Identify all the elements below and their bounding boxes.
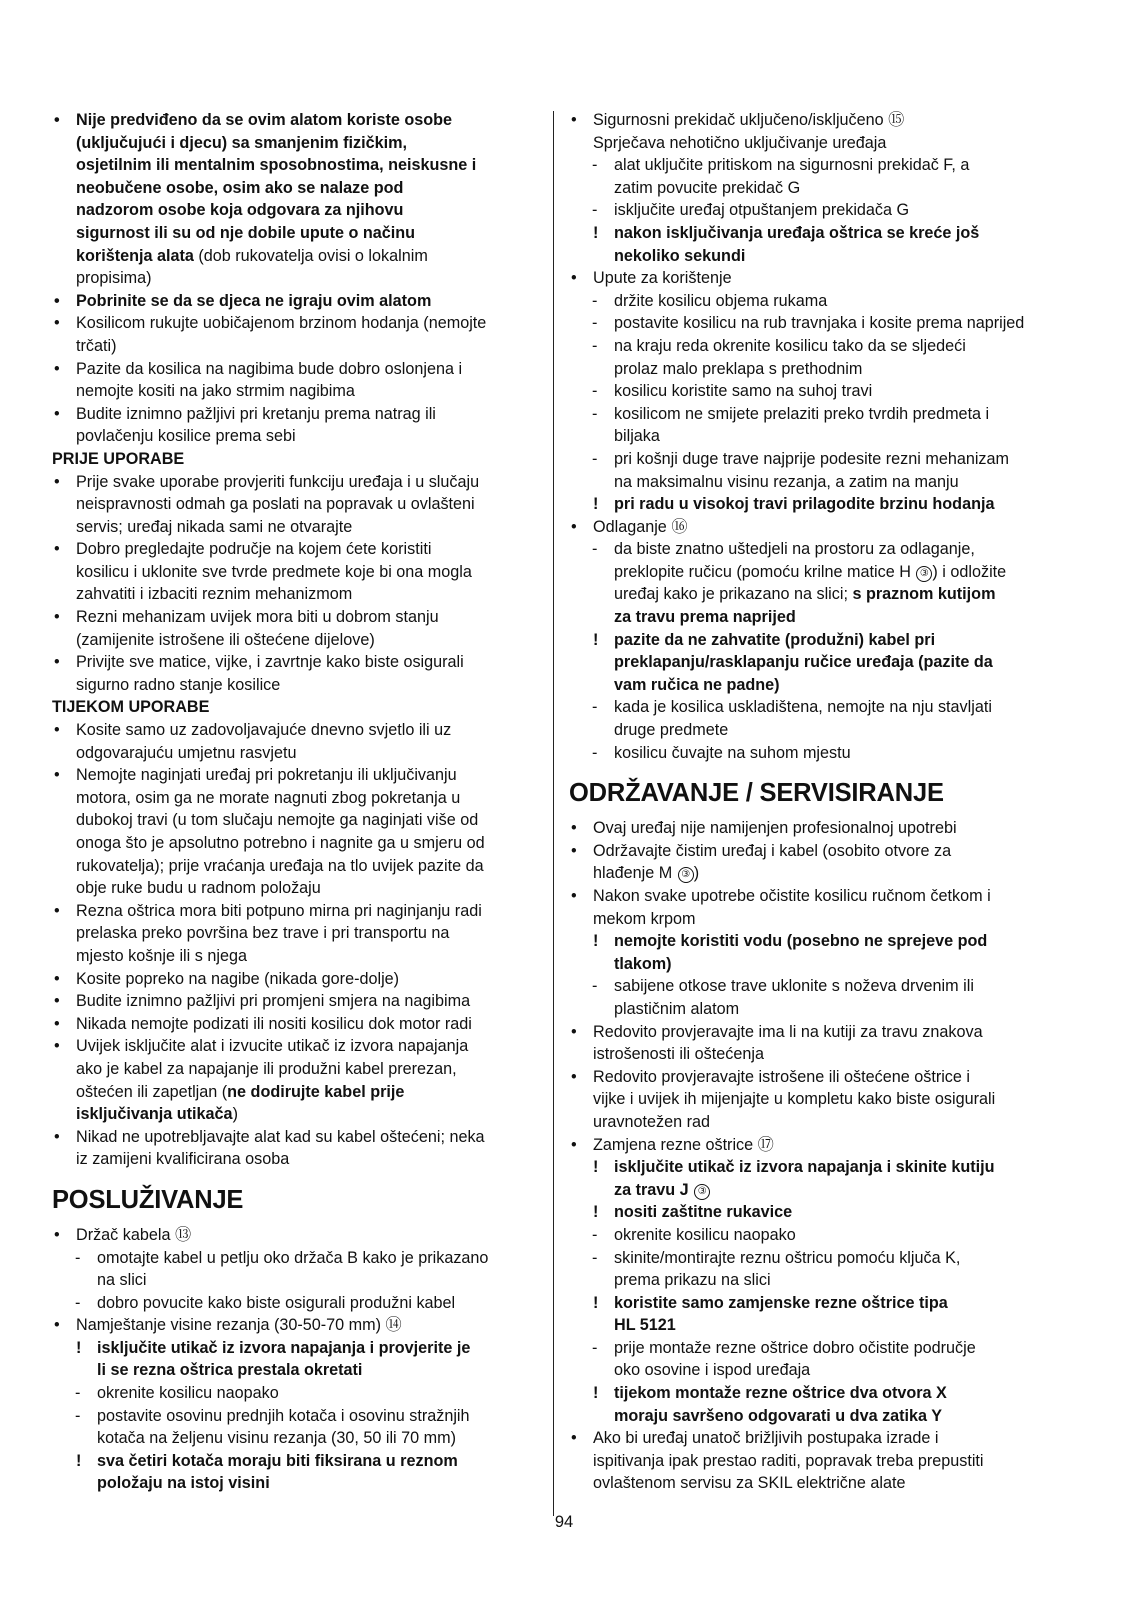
warning-line: HL 5121 (614, 1316, 676, 1335)
dash-item-line: - postavite kosilicu na rub travnjaka i kosite prema naprijed (569, 312, 1061, 335)
safety-bullet-line: • Nikada nemojte podizati ili nositi kosilicu dok motor radi (52, 1013, 540, 1036)
dash-item-line: - postavite osovinu prednjih kotača i osovinu stražnjih (52, 1405, 540, 1428)
bold-text: ne dodirujte kabel prije (227, 1082, 405, 1101)
warning-line (569, 1179, 1061, 1202)
dash-item-line: - kosilicom ne smijete prelaziti preko tvrdih predmeta i (569, 403, 1061, 426)
dash-item-line: - prije montaže rezne oštrice dobro očistite područje (569, 1337, 1061, 1360)
dash-item-line: kotača na željenu visinu rezanja (30, 50 ili 70 mm) (97, 1429, 457, 1448)
safety-bullet-line: osjetilnim ili mentalnim sposobnostima, neiskusne i (76, 156, 477, 175)
safety-bullet-line: • Budite iznimno pažljivi pri kretanju prema natrag ili (52, 403, 540, 426)
dash-item-line (569, 583, 1061, 606)
warning-line: vam ručica ne padne) (614, 675, 780, 694)
plain-text: uređaj kako je prikazano na slici; (614, 585, 853, 604)
figure-reference: ⑰ (757, 1135, 774, 1154)
operation-bullet-line (52, 1224, 540, 1247)
dash-item-line (569, 561, 1061, 584)
warning-line: ! pazite da ne zahvatite (produžni) kabel pri (569, 629, 1061, 652)
operation-bullet-line: • Upute za korištenje (569, 267, 1061, 290)
dash-item-line: druge predmete (614, 721, 729, 740)
safety-bullet-line: povlačenju kosilice prema sebi (76, 427, 296, 446)
safety-bullet-line: • Nemojte naginjati uređaj pri pokretanju ili uključivanju (52, 764, 540, 787)
safety-bullet-line (52, 1103, 540, 1126)
safety-bullet-line: iz zamijeni kvalificirana osoba (76, 1150, 290, 1169)
spacer (52, 1215, 540, 1224)
safety-bullet-line: • Rezna oštrica mora biti potpuno mirna pri naginjanju radi (52, 900, 540, 923)
safety-bullet-line: dubokoj travi (u tom slučaju nemojte ga naginjati više od (76, 811, 479, 830)
warning-line: ! nemojte koristiti vodu (posebno ne sprejeve pod (569, 930, 1061, 953)
warning-line: ! nositi zaštitne rukavice (569, 1201, 1061, 1224)
maintenance-bullet-line (569, 1134, 1061, 1157)
safety-bullet-line: • Pazite da kosilica na nagibima bude dobro oslonjena i (52, 358, 540, 381)
safety-bullet-line: sigurnost ili su od nje dobile upute o načinu (76, 223, 416, 242)
safety-bullet-line: • Budite iznimno pažljivi pri promjeni smjera na nagibima (52, 990, 540, 1013)
plain-text: ) (693, 864, 700, 883)
safety-bullet-line: (uključujući i djecu) sa smanjenim fizičkim, (76, 133, 408, 152)
dash-item-line: - isključite uređaj otpuštanjem prekidača G (569, 199, 1061, 222)
operation-bullet-line (52, 1314, 540, 1337)
maintenance-bullet-line: ovlaštenom servisu za SKIL električne alate (593, 1474, 906, 1493)
dash-item-line: - okrenite kosilicu naopako (569, 1224, 1061, 1247)
safety-bullet-line: • Privijte sve matice, vijke, i zavrtnje kako biste osigurali (52, 651, 540, 674)
warning-line: ! sva četiri kotača moraju biti fiksirana u reznom (52, 1450, 540, 1473)
dash-item-line: prolaz malo preklapa s prethodnim (614, 359, 863, 378)
safety-bullet-line: • Nikad ne upotrebljavajte alat kad su kabel oštećeni; neka (52, 1126, 540, 1149)
dash-item-line: oko osovine i ispod uređaja (614, 1361, 811, 1380)
warning-line: tlakom) (614, 954, 672, 973)
safety-bullet-line: ako je kabel za napajanje ili produžni kabel prerezan, (76, 1059, 457, 1078)
figure-reference: ⑬ (174, 1225, 192, 1244)
operation-bullet-line: Sprječava nehotično uključivanje uređaja (593, 133, 887, 152)
warning-line: ! koristite samo zamjenske rezne oštrice tipa (569, 1292, 1061, 1315)
safety-bullet-line: • Nije predviđeno da se ovim alatom koriste osobe (52, 109, 540, 132)
dash-item-line: - omotajte kabel u petlju oko držača B kako je prikazano (52, 1247, 540, 1270)
plain-text: ) i odložite (932, 562, 1007, 581)
maintenance-bullet-line: vijke i uvijek ih mijenjajte u kompletu kako biste osigurali (593, 1090, 996, 1109)
safety-bullet-line: obje ruke budu u radnom položaju (76, 879, 321, 898)
maintenance-bullet-line: • Redovito provjeravajte istrošene ili oštećene oštrice i (569, 1066, 1061, 1089)
figure-reference: ③ (694, 1184, 710, 1200)
bold-text: za travu J (614, 1180, 689, 1199)
safety-bullet-line: • Uvijek isključite alat i izvucite utikač iz izvora napajanja (52, 1035, 540, 1058)
warning-line: položaju na istoj visini (97, 1474, 270, 1493)
plain-text: Držač kabela (76, 1225, 171, 1244)
dash-item-line: plastičnim alatom (614, 999, 740, 1018)
safety-bullet-line (52, 1081, 540, 1104)
safety-bullet-line: • Dobro pregledajte područje na kojem ćete koristiti (52, 538, 540, 561)
warning-line: ! isključite utikač iz izvora napajanja i provjerite je (52, 1337, 540, 1360)
warning-line: ! isključite utikač iz izvora napajanja i skinite kutiju (569, 1156, 1061, 1179)
maintenance-bullet-line: • Nakon svake upotrebe očistite kosilicu ručnom četkom i (569, 885, 1061, 908)
plain-text: Odlaganje (593, 517, 667, 536)
plain-text: ) (232, 1105, 238, 1124)
safety-bullet-line: • Pobrinite se da se djeca ne igraju ovim alatom (52, 290, 540, 313)
dash-item-line: - alat uključite pritiskom na sigurnosni prekidač F, a (569, 154, 1061, 177)
plain-text: Namještanje visine rezanja (30-50-70 mm) (76, 1316, 381, 1335)
section-heading-maintenance: ODRŽAVANJE / SERVISIRANJE (569, 779, 944, 808)
safety-bullet-line: mjesto košnje ili s njega (76, 946, 247, 965)
operation-bullet-line (569, 516, 1061, 539)
figure-reference: ⑯ (671, 517, 688, 536)
maintenance-bullet-line (569, 862, 1061, 885)
dash-item-line: - pri košnji duge trave najprije podesite rezni mehanizam (569, 448, 1061, 471)
section-heading-operation: POSLUŽIVANJE (52, 1185, 244, 1214)
subheading-during-use: TIJEKOM UPORABE (52, 698, 210, 717)
safety-bullet-line: (zamijenite istrošene ili oštećene dijelove) (76, 630, 375, 649)
figure-reference: ③ (678, 867, 694, 883)
column-divider (553, 111, 554, 1516)
dash-item-line: na slici (97, 1271, 147, 1290)
safety-bullet-line: trčati) (76, 336, 117, 355)
spacer (569, 808, 1061, 817)
plain-text: (dob rukovatelja ovisi o lokalnim (193, 246, 428, 265)
dash-item-line: - na kraju reda okrenite kosilicu tako da se sljedeći (569, 335, 1061, 358)
maintenance-bullet-line: • Redovito provjeravajte ima li na kutiji za travu znakova (569, 1021, 1061, 1044)
dash-item-line: zatim povucite prekidač G (614, 178, 801, 197)
plain-text: Sigurnosni prekidač uključeno/isključeno (593, 111, 884, 129)
safety-bullet-line: prelaska preko površina bez trave i pri transportu na (76, 924, 450, 943)
figure-reference: ⑭ (385, 1316, 402, 1335)
safety-bullet-line: • Prije svake uporabe provjeriti funkciju uređaja i u slučaju (52, 471, 540, 494)
plain-text: preklopite ručicu (pomoću krilne matice H (614, 562, 911, 581)
warning-line: moraju savršeno odgovarati u dva zatika Y (614, 1406, 943, 1425)
safety-bullet-line: onoga što je apsolutno potrebno i nagnite ga u smjeru od (76, 834, 485, 852)
subheading-before-use: PRIJE UPORABE (52, 449, 185, 468)
safety-bullet-line: nadzorom osobe koja odgovara za njihovu (76, 201, 404, 220)
safety-bullet-line: neobučene osobe, osim ako se nalaze pod (76, 178, 404, 197)
plain-text: Zamjena rezne oštrice (593, 1135, 754, 1154)
right-column (569, 109, 1061, 1495)
safety-bullet-line: • Rezni mehanizam uvijek mora biti u dobrom stanju (52, 606, 540, 629)
safety-bullet-line: • Kosite samo uz zadovoljavajuće dnevno svjetlo ili uz (52, 719, 540, 742)
bold-text: korištenja alata (76, 246, 194, 265)
dash-item-line: - sabijene otkose trave uklonite s noževa drvenim ili (569, 975, 1061, 998)
safety-bullet-line: propisima) (76, 269, 152, 288)
safety-bullet-line: odgovarajuću umjetnu rasvjetu (76, 743, 297, 762)
dash-item-line: - skinite/montirajte reznu oštricu pomoću ključa K, (569, 1247, 1061, 1270)
safety-bullet-line: • Kosilicom rukujte uobičajenom brzinom hodanja (nemojte (52, 312, 540, 335)
left-column (52, 109, 540, 1495)
safety-bullet-line: servis; uređaj nikada sami ne otvarajte (76, 517, 353, 536)
safety-bullet-line: neispravnosti odmah ga poslati na popravak u ovlašteni (76, 495, 475, 514)
spacer (569, 764, 1061, 778)
maintenance-bullet-line: ispitivanja ipak prestao raditi, popravak treba prepustiti (593, 1451, 984, 1470)
safety-bullet-line: • Kosite popreko na nagibe (nikada gore-dolje) (52, 968, 540, 991)
dash-item-line: - kosilicu čuvajte na suhom mjestu (569, 742, 1061, 765)
dash-item-line: za travu prema naprijed (614, 608, 796, 627)
spacer (52, 1171, 540, 1185)
dash-item-line: - da biste znatno uštedjeli na prostoru za odlaganje, (569, 538, 1061, 561)
safety-bullet-line: sigurno radno stanje kosilice (76, 675, 281, 694)
dash-item-line: - kada je kosilica uskladištena, nemojte na nju stavljati (569, 696, 1061, 719)
dash-item-line: biljaka (614, 427, 660, 446)
plain-text: hlađenje M (593, 864, 673, 883)
operation-bullet-line (569, 109, 1061, 132)
maintenance-bullet-line: • Ovaj uređaj nije namijenjen profesionalnoj upotrebi (569, 817, 1061, 840)
warning-line: ! nakon isključivanja uređaja oštrica se kreće još (569, 222, 1061, 245)
dash-item-line: - kosilicu koristite samo na suhoj travi (569, 380, 1061, 403)
safety-bullet-line: rukovatelja); prije vraćanja uređaja na tlo uvijek pazite da (76, 856, 484, 875)
warning-line: preklapanju/rasklapanju ručice uređaja (pazite da (614, 653, 993, 672)
dash-item-line: - držite kosilicu objema rukama (569, 290, 1061, 313)
maintenance-bullet-line: • Ako bi uređaj unatoč brižljivih postupaka izrade i (569, 1427, 1061, 1450)
bold-text: isključivanja utikača (76, 1105, 233, 1124)
safety-bullet-line: kosilicu i uklonite sve tvrde predmete koje bi ona mogla (76, 562, 472, 581)
figure-reference: ③ (916, 566, 932, 582)
dash-item-line: prema prikazu na slici (614, 1271, 771, 1290)
warning-line: ! tijekom montaže rezne oštrice dva otvora X (569, 1382, 1061, 1405)
figure-reference: ⑮ (888, 111, 905, 129)
dash-item-line: - okrenite kosilicu naopako (52, 1382, 540, 1405)
maintenance-bullet-line: mekom krpom (593, 909, 696, 928)
safety-bullet-line: nemojte kositi na jako strmim nagibima (76, 382, 355, 401)
safety-bullet-line: zahvatiti i izbaciti reznim mehanizmom (76, 585, 353, 604)
warning-line: ! pri radu u visokoj travi prilagodite brzinu hodanja (569, 493, 1061, 516)
dash-item-line: na maksimalnu visinu rezanja, a zatim na manju (614, 472, 959, 491)
plain-text: oštećen ili zapetljan ( (76, 1082, 228, 1101)
maintenance-bullet-line: uravnotežen rad (593, 1112, 710, 1131)
maintenance-bullet-line: • Održavajte čistim uređaj i kabel (osobito otvore za (569, 840, 1061, 863)
maintenance-bullet-line: istrošenosti ili oštećenja (593, 1045, 764, 1064)
bold-text: s praznom kutijom (852, 585, 996, 604)
safety-bullet-line: motora, osim ga ne morate nagnuti zbog pokretanja u (76, 788, 461, 807)
warning-line: nekoliko sekundi (614, 246, 746, 265)
safety-bullet-line (52, 245, 540, 268)
dash-item-line: - dobro povucite kako biste osigurali produžni kabel (52, 1292, 540, 1315)
warning-line: li se rezna oštrica prestala okretati (97, 1361, 363, 1380)
page-number: 94 (554, 1513, 574, 1531)
